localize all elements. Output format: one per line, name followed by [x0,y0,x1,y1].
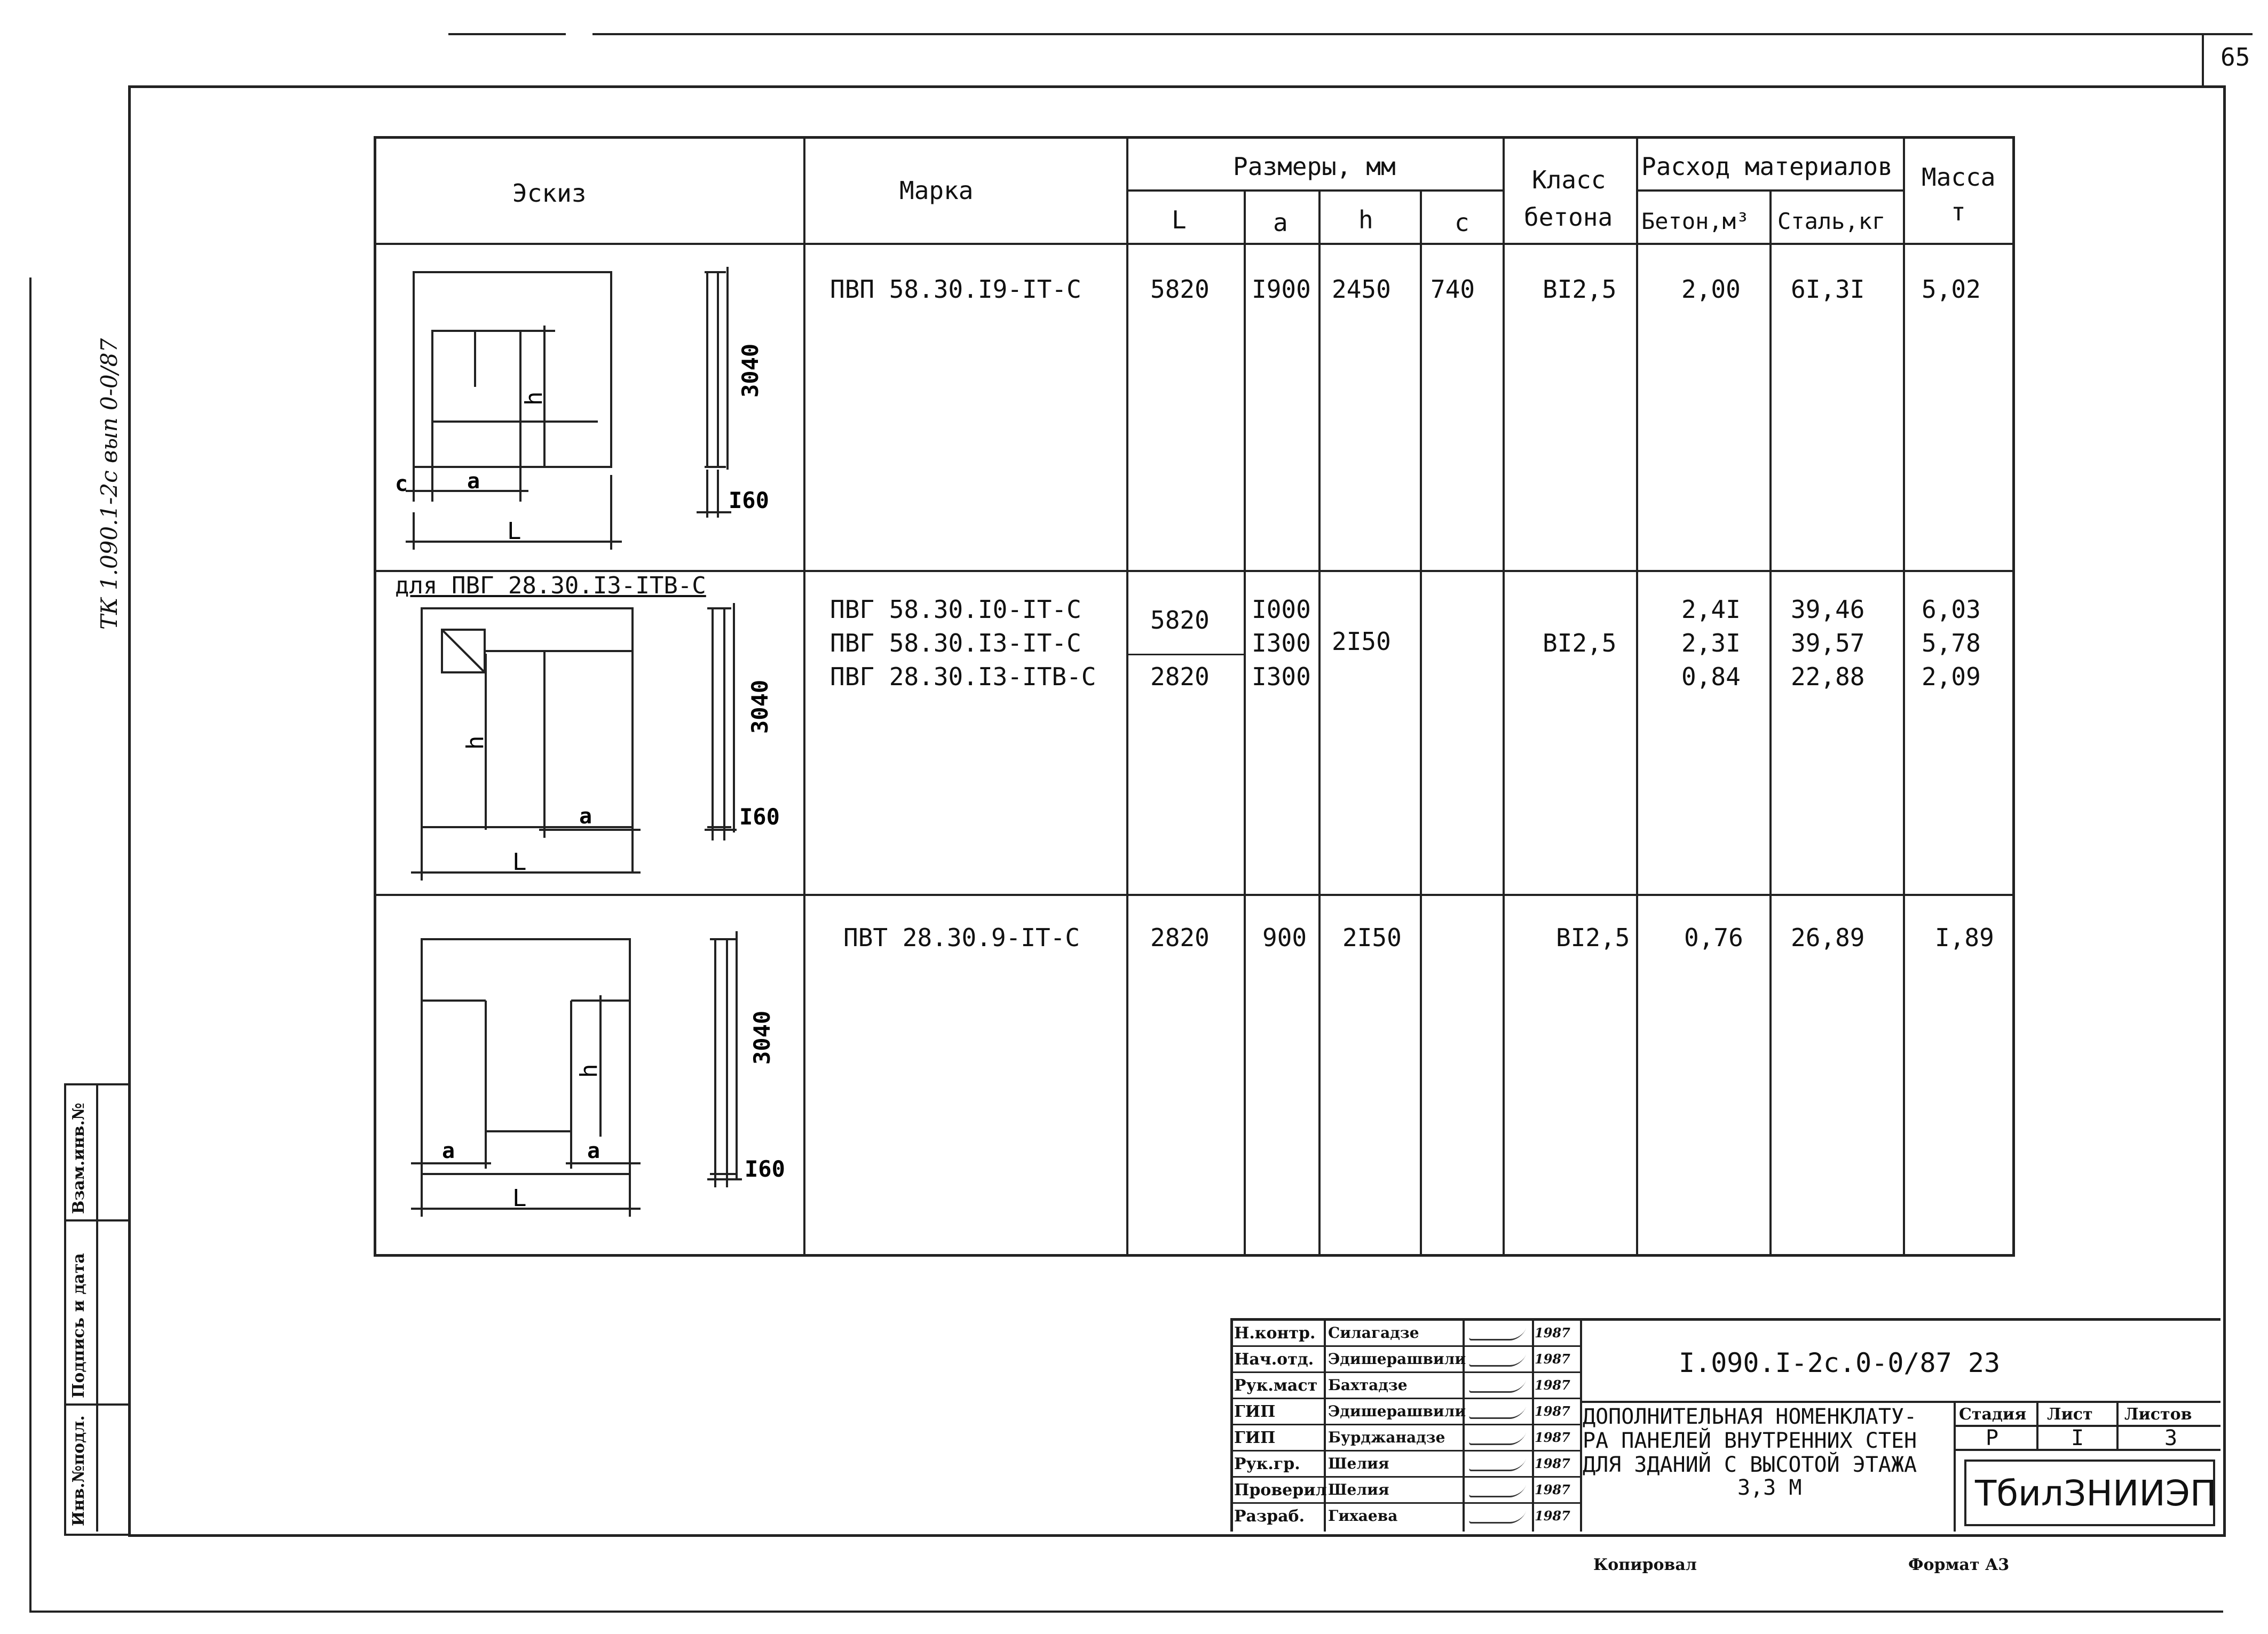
tb-year: 1987 [1535,1430,1570,1445]
tb-stage-label: Стадия [1959,1405,2027,1424]
left-stamp-vline [96,1083,98,1532]
table-row-3-steel: 26,89 [1791,923,1865,952]
tb-col-6 [2036,1401,2038,1449]
tb-title-line-3: ДЛЯ ЗДАНИЙ С ВЫСОТОЙ ЭТАЖА [1583,1453,1917,1477]
table-row-3-L: 2820 [1150,923,1210,952]
footer-format: Формат А3 [1908,1556,2010,1574]
sketch-3-label-L: L [512,1185,527,1212]
table-row-2-class: BI2,5 [1543,629,1617,657]
table-row-1-h: 2450 [1332,275,1391,304]
tb-role: ГИП [1234,1429,1276,1447]
table-row-2-mark-1: ПВГ 58.30.I0-IT-C [830,595,1081,624]
header-L: L [1172,205,1187,234]
header-bottom-line [374,243,2015,245]
table-row-2-mass-1: 6,03 [1922,595,1981,624]
sketch-2-dim-thick: I60 [739,804,780,830]
tb-row-line [1230,1371,1580,1373]
sketch-3-dim-thick: I60 [745,1156,785,1182]
outer-bottom-line [29,1611,2223,1613]
sketch-2-label-a: a [579,804,592,829]
tb-title-line-2: РА ПАНЕЛЕЙ ВНУТРЕННИХ СТЕН [1583,1429,1917,1453]
sketch-1-label-c: c [395,472,408,496]
table-row-2-steel-1: 39,46 [1791,595,1865,624]
table-row-2-concrete-1: 2,4I [1681,595,1741,624]
sketch-1-label-a: a [467,469,480,494]
table-row-3-mass: I,89 [1935,923,1994,952]
left-stamp-label-replace: Взам.инв.№ [69,1102,88,1214]
tb-title-line-4: 3,3 М [1737,1476,1802,1500]
header-class-2: бетона [1524,203,1613,232]
left-stamp-label-sign: Подпись и дата [69,1253,88,1398]
row-sep-2 [374,894,2015,896]
tb-doc-code: I.090.I-2c.0-0/87 23 [1679,1347,2001,1378]
table-row-2-a-1: I000 [1252,595,1311,624]
subheader-line-sizes [1126,189,1503,192]
tb-year: 1987 [1535,1482,1570,1497]
table-row-1-a: I900 [1252,275,1311,304]
header-c: c [1455,208,1469,237]
col-line-mass [1903,136,1905,1257]
sketch-3-label-a1: a [442,1139,455,1163]
header-a: a [1273,208,1288,237]
table-row-2-concrete-2: 2,3I [1681,629,1741,657]
table-row-2-L-2: 2820 [1150,662,1210,691]
table-row-2-a-2: I300 [1252,629,1311,657]
table-row-1-concrete: 2,00 [1681,275,1741,304]
col-line-c [1420,189,1422,1257]
tb-name: Бахтадзе [1328,1376,1408,1394]
table-row-2-mark-3: ПВГ 28.30.I3-ITB-C [830,662,1096,691]
col-line-steel [1769,189,1772,1257]
sketch-1-dim-height: 3040 [737,343,763,398]
sketch-3-dim-height: 3040 [749,1010,775,1065]
table-row-2-concrete-3: 0,84 [1681,662,1741,691]
tb-year: 1987 [1535,1377,1570,1393]
table-row-2-mass-2: 5,78 [1922,629,1981,657]
sketch-1 [384,251,801,566]
page-number-box-left [2202,33,2204,86]
table-row-2-steel-3: 22,88 [1791,662,1865,691]
sketch-2-label-L: L [512,848,527,876]
tb-row-line [1230,1398,1580,1399]
tb-name: Шелия [1328,1481,1389,1498]
table-row-2-L-divider [1126,654,1244,655]
table-row-3-a: 900 [1262,923,1307,952]
header-sketch: Эскиз [512,179,587,208]
table-row-1-mark: ПВП 58.30.I9-IT-C [830,275,1081,304]
col-line-class [1503,136,1505,1257]
tb-row-line [1230,1345,1580,1347]
table-row-1-c: 740 [1431,275,1475,304]
tb-line-code [1580,1401,2220,1403]
table-row-1-mass: 5,02 [1922,275,1981,304]
tb-title-line-1: ДОПОЛНИТЕЛЬНАЯ НОМЕНКЛАТУ- [1583,1405,1917,1429]
header-mark: Марка [899,176,974,205]
side-code: ТК 1.090.1-2с вып 0-0/87 [96,338,122,630]
col-line-a [1244,189,1246,1257]
tb-name: Эдишерашвили [1328,1402,1466,1420]
sketch-1-label-h: h [520,391,548,406]
table-row-1-steel: 6I,3I [1791,275,1865,304]
table-row-1-class: BI2,5 [1543,275,1617,304]
tb-role: ГИП [1234,1402,1276,1421]
tb-sheets: 3 [2164,1426,2178,1450]
tb-role: Н.контр. [1234,1324,1316,1343]
tb-role: Разраб. [1234,1507,1305,1526]
sketch-2-dim-height: 3040 [747,679,773,734]
tb-sheet: I [2071,1426,2084,1450]
tb-col-7 [2116,1401,2119,1449]
header-sizes: Размеры, мм [1233,152,1396,181]
table-row-1-L: 5820 [1150,275,1210,304]
table-row-2-steel-2: 39,57 [1791,629,1865,657]
tb-role: Проверил [1234,1481,1327,1500]
sketch-1-panel [414,272,611,467]
tb-role: Рук.маст [1234,1376,1318,1395]
sketch-3 [384,902,801,1217]
tb-role: Нач.отд. [1234,1350,1314,1369]
tb-name: Гихаева [1328,1507,1398,1525]
table-row-2-mass-3: 2,09 [1922,662,1981,691]
tb-row-line [1230,1424,1580,1425]
header-concrete: Бетон,м³ [1641,208,1750,234]
tb-name: Шелия [1328,1455,1389,1472]
tb-name: Силагадзе [1328,1324,1419,1342]
tb-sheets-label: Листов [2124,1405,2192,1424]
sketch-1-label-L: L [507,518,521,545]
tb-year: 1987 [1535,1456,1570,1471]
tb-stage: P [1986,1426,1999,1450]
header-steel: Сталь,кг [1777,208,1886,234]
header-mass-2: т [1951,197,1966,226]
tb-row-line [1230,1502,1580,1504]
footer-copied: Копировал [1593,1556,1697,1574]
table-row-3-mark: ПВТ 28.30.9-IT-C [843,923,1080,952]
header-class-1: Класс [1532,165,1606,194]
table-row-2-mark-2: ПВГ 58.30.I3-IT-C [830,629,1081,657]
tb-name: Бурджанадзе [1328,1429,1445,1446]
table-row-3-h: 2I50 [1342,923,1402,952]
table-row-2-L-1: 5820 [1150,606,1210,634]
table-row-3-class: BI2,5 [1556,923,1630,952]
sketch-1-opening [432,331,520,467]
outer-left-line [29,277,31,1612]
tb-year: 1987 [1535,1403,1570,1419]
tb-org: ТбилЗНИИЭП [1975,1473,2217,1514]
tb-col-4 [1580,1318,1582,1532]
sketch-1-dim-thick: I60 [729,487,769,513]
header-h: h [1358,205,1373,234]
col-line-h [1318,189,1321,1257]
col-line-mark [803,136,805,1257]
top-line-2 [592,33,2253,35]
tb-year: 1987 [1535,1325,1570,1340]
sketch-2-note: для ПВГ 28.30.I3-ITB-C [395,572,706,599]
left-stamp-label-inv: Инв.№подл. [69,1415,88,1526]
header-mass-1: Масса [1922,163,1996,192]
sketch-3-label-h: h [575,1064,603,1078]
sketch-2 [384,574,801,889]
table-row-2-a-3: I300 [1252,662,1311,691]
table-row-3-concrete: 0,76 [1684,923,1743,952]
page-number: 65 [2220,43,2250,72]
col-line-L [1126,136,1128,1257]
sketch-2-label-h: h [462,735,489,750]
tb-row-line [1230,1476,1580,1478]
tb-sheet-label: Лист [2047,1405,2093,1424]
tb-row-line [1230,1450,1580,1451]
tb-name: Эдишерашвили [1328,1350,1466,1368]
tb-role: Рук.гр. [1234,1455,1300,1473]
tb-year: 1987 [1535,1351,1570,1367]
sketch-3-label-a2: a [587,1139,600,1163]
header-consumption: Расход материалов [1641,152,1893,181]
top-line-1 [448,33,566,35]
tb-year: 1987 [1535,1508,1570,1524]
col-line-concrete [1636,136,1638,1257]
tb-col-5 [1954,1401,1956,1532]
table-row-2-h: 2I50 [1332,627,1391,656]
